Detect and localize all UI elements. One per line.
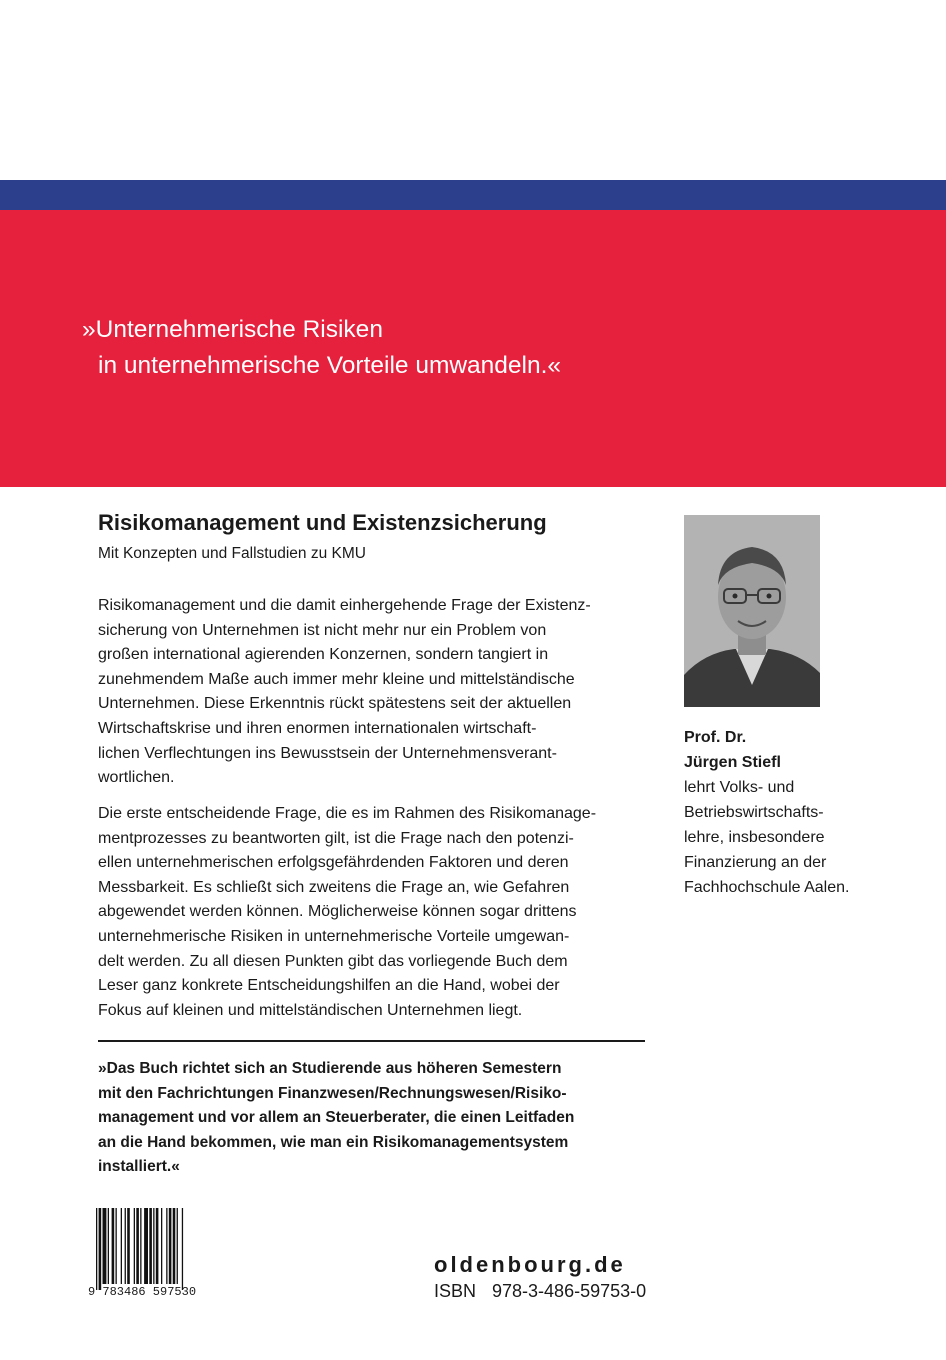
divider [98,1040,645,1042]
text-line: Fachhochschule Aalen. [684,879,850,896]
text-line: Unternehmen. Diese Erkenntnis rückt spätestens seit der aktuellen [98,695,572,713]
text-line: sicherung von Unternehmen ist nicht mehr nur ein Problem von [98,621,547,639]
text-line: Risikomanagement und die damit einhergehende Frage der Existenz- [98,597,591,614]
book-title: Risikomanagement und Existenzsicherung [98,510,547,535]
description-paragraph-1 [98,594,638,791]
text-line: Messbarkeit. Es schließt sich zweitens die Frage an, wie Gefahren [98,878,570,896]
text-line: großen international agierenden Konzernen, sondern tangiert in [98,646,549,664]
description-paragraph-2 [98,802,638,1023]
author-bio [684,775,849,900]
top-color-band [0,180,946,210]
text-line: »Das Buch richtet sich an Studierende aus höheren Semestern [98,1060,562,1077]
cover-quote-line-2: in unternehmerische Vorteile umwandeln.« [98,352,562,379]
author-fullname: Jürgen Stiefl [684,754,781,771]
text-line: mentprozesses zu beantworten gilt, ist die Frage nach den potenzi- [98,829,574,847]
text-line: lehrt Volks- und [684,779,795,796]
text-line: Wirtschaftskrise und ihren enormen internationalen wirtschaft- [98,719,537,737]
text-line: mit den Fachrichtungen Finanzwesen/Rechnungswesen/Risiko- [98,1084,567,1102]
text-line: Fokus auf kleinen und mittelständischen Unternehmen liegt. [98,1001,523,1019]
author-title: Prof. Dr. [684,729,747,746]
text-line: wortlichen. [98,769,175,787]
publisher-website[interactable]: oldenbourg.de [434,1252,626,1277]
text-line: installiert.« [98,1158,180,1176]
isbn-label: ISBN [434,1281,477,1301]
text-line: Die erste entscheidende Frage, die es im Rahmen des Risikomanage- [98,805,597,822]
isbn [434,1281,646,1302]
text-line: delt werden. Zu all diesen Punkten gibt das vorliegende Buch dem [98,952,568,970]
text-line: ellen unternehmerischen erfolgsgefährdenden Faktoren und deren [98,854,569,872]
text-line: abgewendet werden können. Möglicherweise können sogar drittens [98,903,577,921]
barcode-digits: 9 783486 597530 [88,1285,197,1299]
author-photo [684,515,820,707]
text-line: Finanzierung an der [684,854,827,871]
book-subtitle: Mit Konzepten und Fallstudien zu KMU [98,545,366,562]
text-line: zunehmendem Maße auch immer mehr kleine und mittelständische [98,670,575,688]
text-line: Leser ganz konkrete Entscheidungshilfen an die Hand, wobei der [98,977,560,995]
text-line: lehre, insbesondere [684,829,825,846]
text-line: unternehmerische Risiken in unternehmerische Vorteile umgewan- [98,927,570,945]
text-line: lichen Verflechtungen ins Bewusstsein der Unternehmensverant- [98,744,557,762]
cover-quote [82,312,561,384]
cover-quote-line-1: »Unternehmerische Risiken [82,316,383,343]
target-audience-quote [98,1057,574,1180]
text-line: management und vor allem an Steuerberater, die einen Leitfaden [98,1109,575,1127]
text-line: Betriebswirtschafts- [684,804,824,821]
text-line: an die Hand bekommen, wie man ein Risikomanagementsystem [98,1133,569,1151]
author-name [684,725,781,775]
isbn-number: 978-3-486-59753-0 [492,1281,647,1301]
